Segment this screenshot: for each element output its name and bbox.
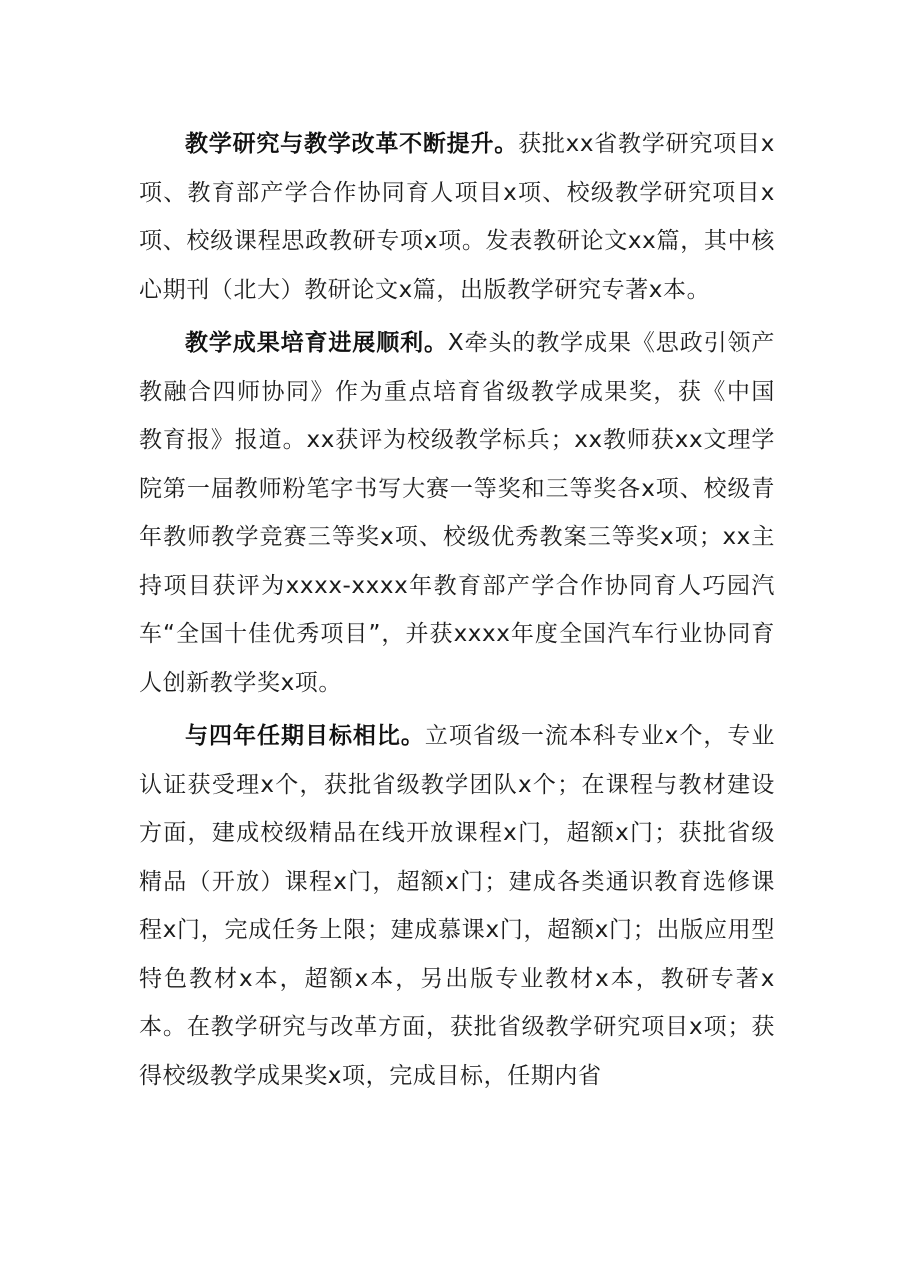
document-body (139, 120, 775, 1105)
paragraph-teaching-achievements (139, 319, 775, 707)
paragraph-heading: 教学研究与教学改革不断提升。 (185, 131, 519, 157)
paragraph-text: 获批xx省教学研究项目x项、教育部产学合作协同育人项目x项、校级教学研究项目x项、校级课程思政教研专项x项。发表教研论文xx篇，其中核心期刊（北大）教研论文x篇，出版教学研究专著x本。 (139, 131, 775, 303)
paragraph-term-goals (139, 712, 775, 1100)
paragraph-text: 立项省级一流本科专业x个，专业认证获受理x个，获批省级教学团队x个；在课程与教材建设方面，建成校级精品在线开放课程x门，超额x门；获批省级精品（开放）课程x门，超额x门；建成各类通识教育选修课程x门，完成任务上限；建成慕课x门，超额x门；出版应用型特色教材x本，超额x本，另出版专业教材x本，教研专著x本。在教学研究与改革方面，获批省级教学研究项目x项；获得校级教学成果奖x项，完成目标，任期内省 (139, 723, 775, 1089)
paragraph-teaching-research (139, 120, 775, 314)
paragraph-heading: 与四年任期目标相比。 (185, 723, 425, 749)
paragraph-heading: 教学成果培育进展顺利。 (185, 330, 448, 356)
paragraph-text: X牵头的教学成果《思政引领产教融合四师协同》作为重点培育省级教学成果奖，获《中国教育报》报道。xx获评为校级教学标兵；xx教师获xx文理学院第一届教师粉笔字书写大赛一等奖和三等奖各x项、校级青年教师教学竞赛三等奖x项、校级优秀教案三等奖x项；xx主持项目获评为xxxx-xxxx年教育部产学合作协同育人巧园汽车“全国十佳优秀项目”，并获xxxx年度全国汽车行业协同育人创新教学奖x项。 (139, 330, 775, 696)
